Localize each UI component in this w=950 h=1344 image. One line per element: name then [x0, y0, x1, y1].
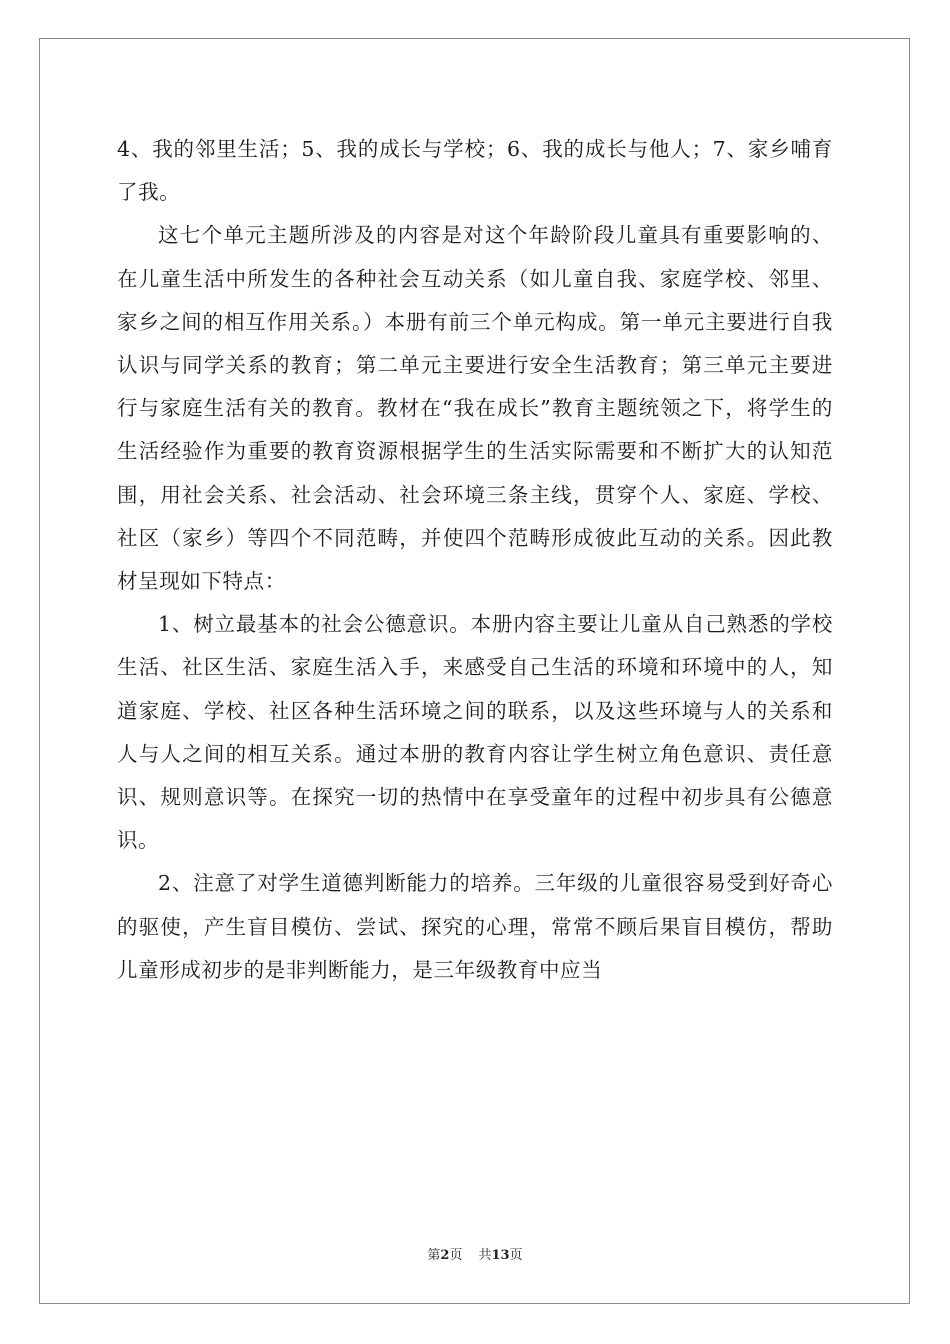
footer-prefix: 第	[427, 1248, 441, 1263]
paragraph: 这七个单元主题所涉及的内容是对这个年龄阶段儿童具有重要影响的、在儿童生活中所发生的各种社会互动关系（如儿童自我、家庭学校、邻里、家乡之间的相互作用关系。）本册有前三个单元构成。第一单元主要进行自我认识与同学关系的教育；第二单元主要进行安全生活教育；第三单元主要进行与家庭生活有关的教育。教材在“我在成长”教育主题统领之下，将学生的生活经验作为重要的教育资源根据学生的生活实际需要和不断扩大的认知范围，用社会关系、社会活动、社会环境三条主线，贯穿个人、家庭、学校、社区（家乡）等四个不同范畴，并使四个范畴形成彼此互动的关系。因此教材呈现如下特点：	[117, 223, 833, 594]
paragraph: 1、树立最基本的社会公德意识。本册内容主要让儿童从自己熟悉的学校生活、社区生活、家庭生活入手，来感受自己生活的环境和环境中的人，知道家庭、学校、社区各种生活环境之间的联系，以及这些环境与人的关系和人与人之间的相互关系。通过本册的教育内容让学生树立角色意识、责任意识、规则意识等。在探究一切的热情中在享受童年的过程中初步具有公德意识。	[117, 612, 833, 853]
footer-total-pages: 13	[491, 1248, 510, 1263]
footer-total-prefix: 共	[478, 1248, 492, 1263]
footer-page-label: 页	[449, 1248, 463, 1263]
footer-suffix: 页	[509, 1248, 523, 1263]
document-body	[117, 128, 833, 992]
paragraph: 2、注意了对学生道德判断能力的培养。三年级的儿童很容易受到好奇心的驱使，产生盲目模仿、尝试、探究的心理，常常不顾后果盲目模仿，帮助儿童形成初步的是非判断能力，是三年级教育中应当	[117, 871, 833, 982]
footer-page-number: 2	[440, 1248, 450, 1263]
page-footer	[0, 1244, 950, 1263]
paragraph: 4、我的邻里生活；5、我的成长与学校；6、我的成长与他人；7、家乡哺育了我。	[117, 137, 833, 205]
